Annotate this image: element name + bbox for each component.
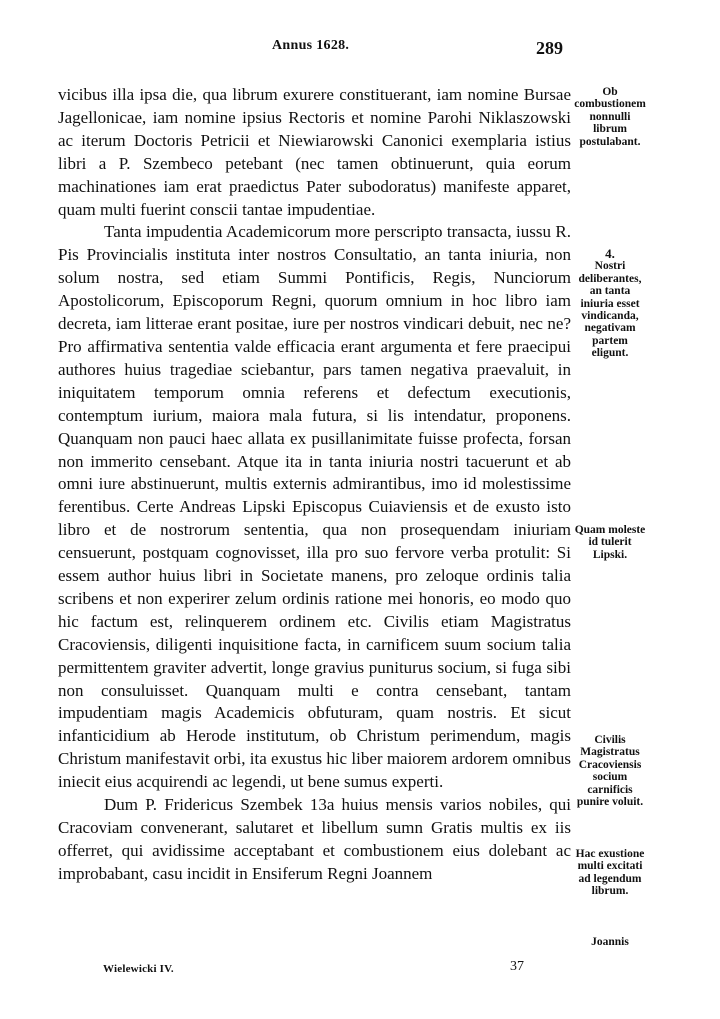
- paragraph-2: Tanta impudentia Academicorum more perscripto transacta, iussu R. Pis Provincialis instituta inter nostros Consultatio, an tanta iniuria, non solum nostra, sed etiam Summi Pontificis, Regis, Nunciorum Apostolicorum, Episcoporum Regni, quorum omnium in hoc libro iam decreta, iam litterae erant positae, iure per nostros vindicari debuit, nec ne? Pro affirmativa sententia valde efficacia erant argumenta et fere praecipui authores huius tragediae sciebantur, pars tamen negativa praevaluit, in iniquitatem temporum omnia referens et defectum executionis, contemptum iurium, maiora mala futura, si lis intendatur, proponens. Quanquam non pauci haec allata ex pusillanimitate fuisse profecta, forsan non immerito censebant. Atque ita in tanta iniuria nostri tacuerunt et ab omni iure abstinuerunt, multis externis admirantibus, imo id molestissime ferentibus. Certe Andreas Lipski Episcopus Cuiaviensis et de exusto isto libro et de nostrorum sententia, qua non prosequendam iniuriam censuerunt, postquam cognovisset, illa pro suo fervore verba protulit: Si essem author huius libri in Societate manens, pro zeloque ordinis talia scribens et non experirer zelum ordinis ratione mei honoris, eo modo quo hic factum est, relinquerem ordinem etc. Civilis etiam Magistratus Cracoviensis, diligenti inquisitione facta, in carnificem suum socium talia permittentem graviter advertit, longe gravius puniturus socium, si fuga sibi non consuluisset. Quanquam multi e contra censebant, tantam impudentiam magis Academicis obfuturam, quam nostris. Et sicut infanticidium ab Herode institutum, ob Christum perimendum, magis Christum manifestavit orbi, ita exustus hic liber maiorem ardorem omnibus iniecit eius acquirendi ac legendi, ut bene sumus experti.: [58, 222, 571, 792]
- running-header-title: Annus 1628.: [272, 38, 350, 53]
- margin-note-combustion: [574, 86, 646, 148]
- page-number: 289: [536, 38, 563, 58]
- margin-note-deliberation: [574, 248, 646, 360]
- main-text-column: [58, 84, 571, 886]
- margin-note-text: Civilis Magistratus Cracoviensis socium carnificis punire voluit.: [576, 734, 644, 809]
- margin-note-number: 4.: [605, 246, 615, 261]
- footer-sheet-number: 37: [510, 959, 524, 974]
- margin-note-text: Ob combustionem nonnulli librum postulabant.: [574, 86, 646, 148]
- margin-note-text: Nostri deliberantes, an tanta iniuria esset vindicanda, negativam partem eligunt.: [578, 260, 642, 360]
- margin-note-text: Quam moleste id tulerit Lipski.: [574, 524, 646, 561]
- margin-note-joannis: [574, 936, 646, 948]
- margin-note-text: Joannis: [591, 936, 629, 948]
- margin-note-exustione: [574, 848, 646, 898]
- footer-signature: Wielewicki IV.: [103, 963, 174, 975]
- margin-note-magistratus: [574, 734, 646, 808]
- paragraph-1: vicibus illa ipsa die, qua librum exurere constituerant, iam nomine Bursae Jagellonicae, iam nomine ipsius Rectoris et nomine Parohi Niklaszowski ac iterum Doctoris Petricii et Niewiarowski Canonici exemplaria istius libri a P. Szembeco petebant (nec tamen obtinuerunt, quia eorum machinationes iam erat praedictus Pater subodoratus) manifeste apparet, quam multi fuerint conscii tantae impudentiae.: [58, 85, 571, 219]
- margin-note-lipski: [574, 524, 646, 561]
- margin-note-text: Hac exustione multi excitati ad legendum librum.: [575, 848, 645, 898]
- paragraph-3: Dum P. Fridericus Szembek 13a huius mensis varios nobiles, qui Cracoviam convenerant, salutaret et libellum sumn Gratis multis ex iis offerret, qui avidissime acceptabant et combustionem eius dolebant ac improbabant, casu incidit in Ensiferum Regni Joannem: [58, 795, 571, 883]
